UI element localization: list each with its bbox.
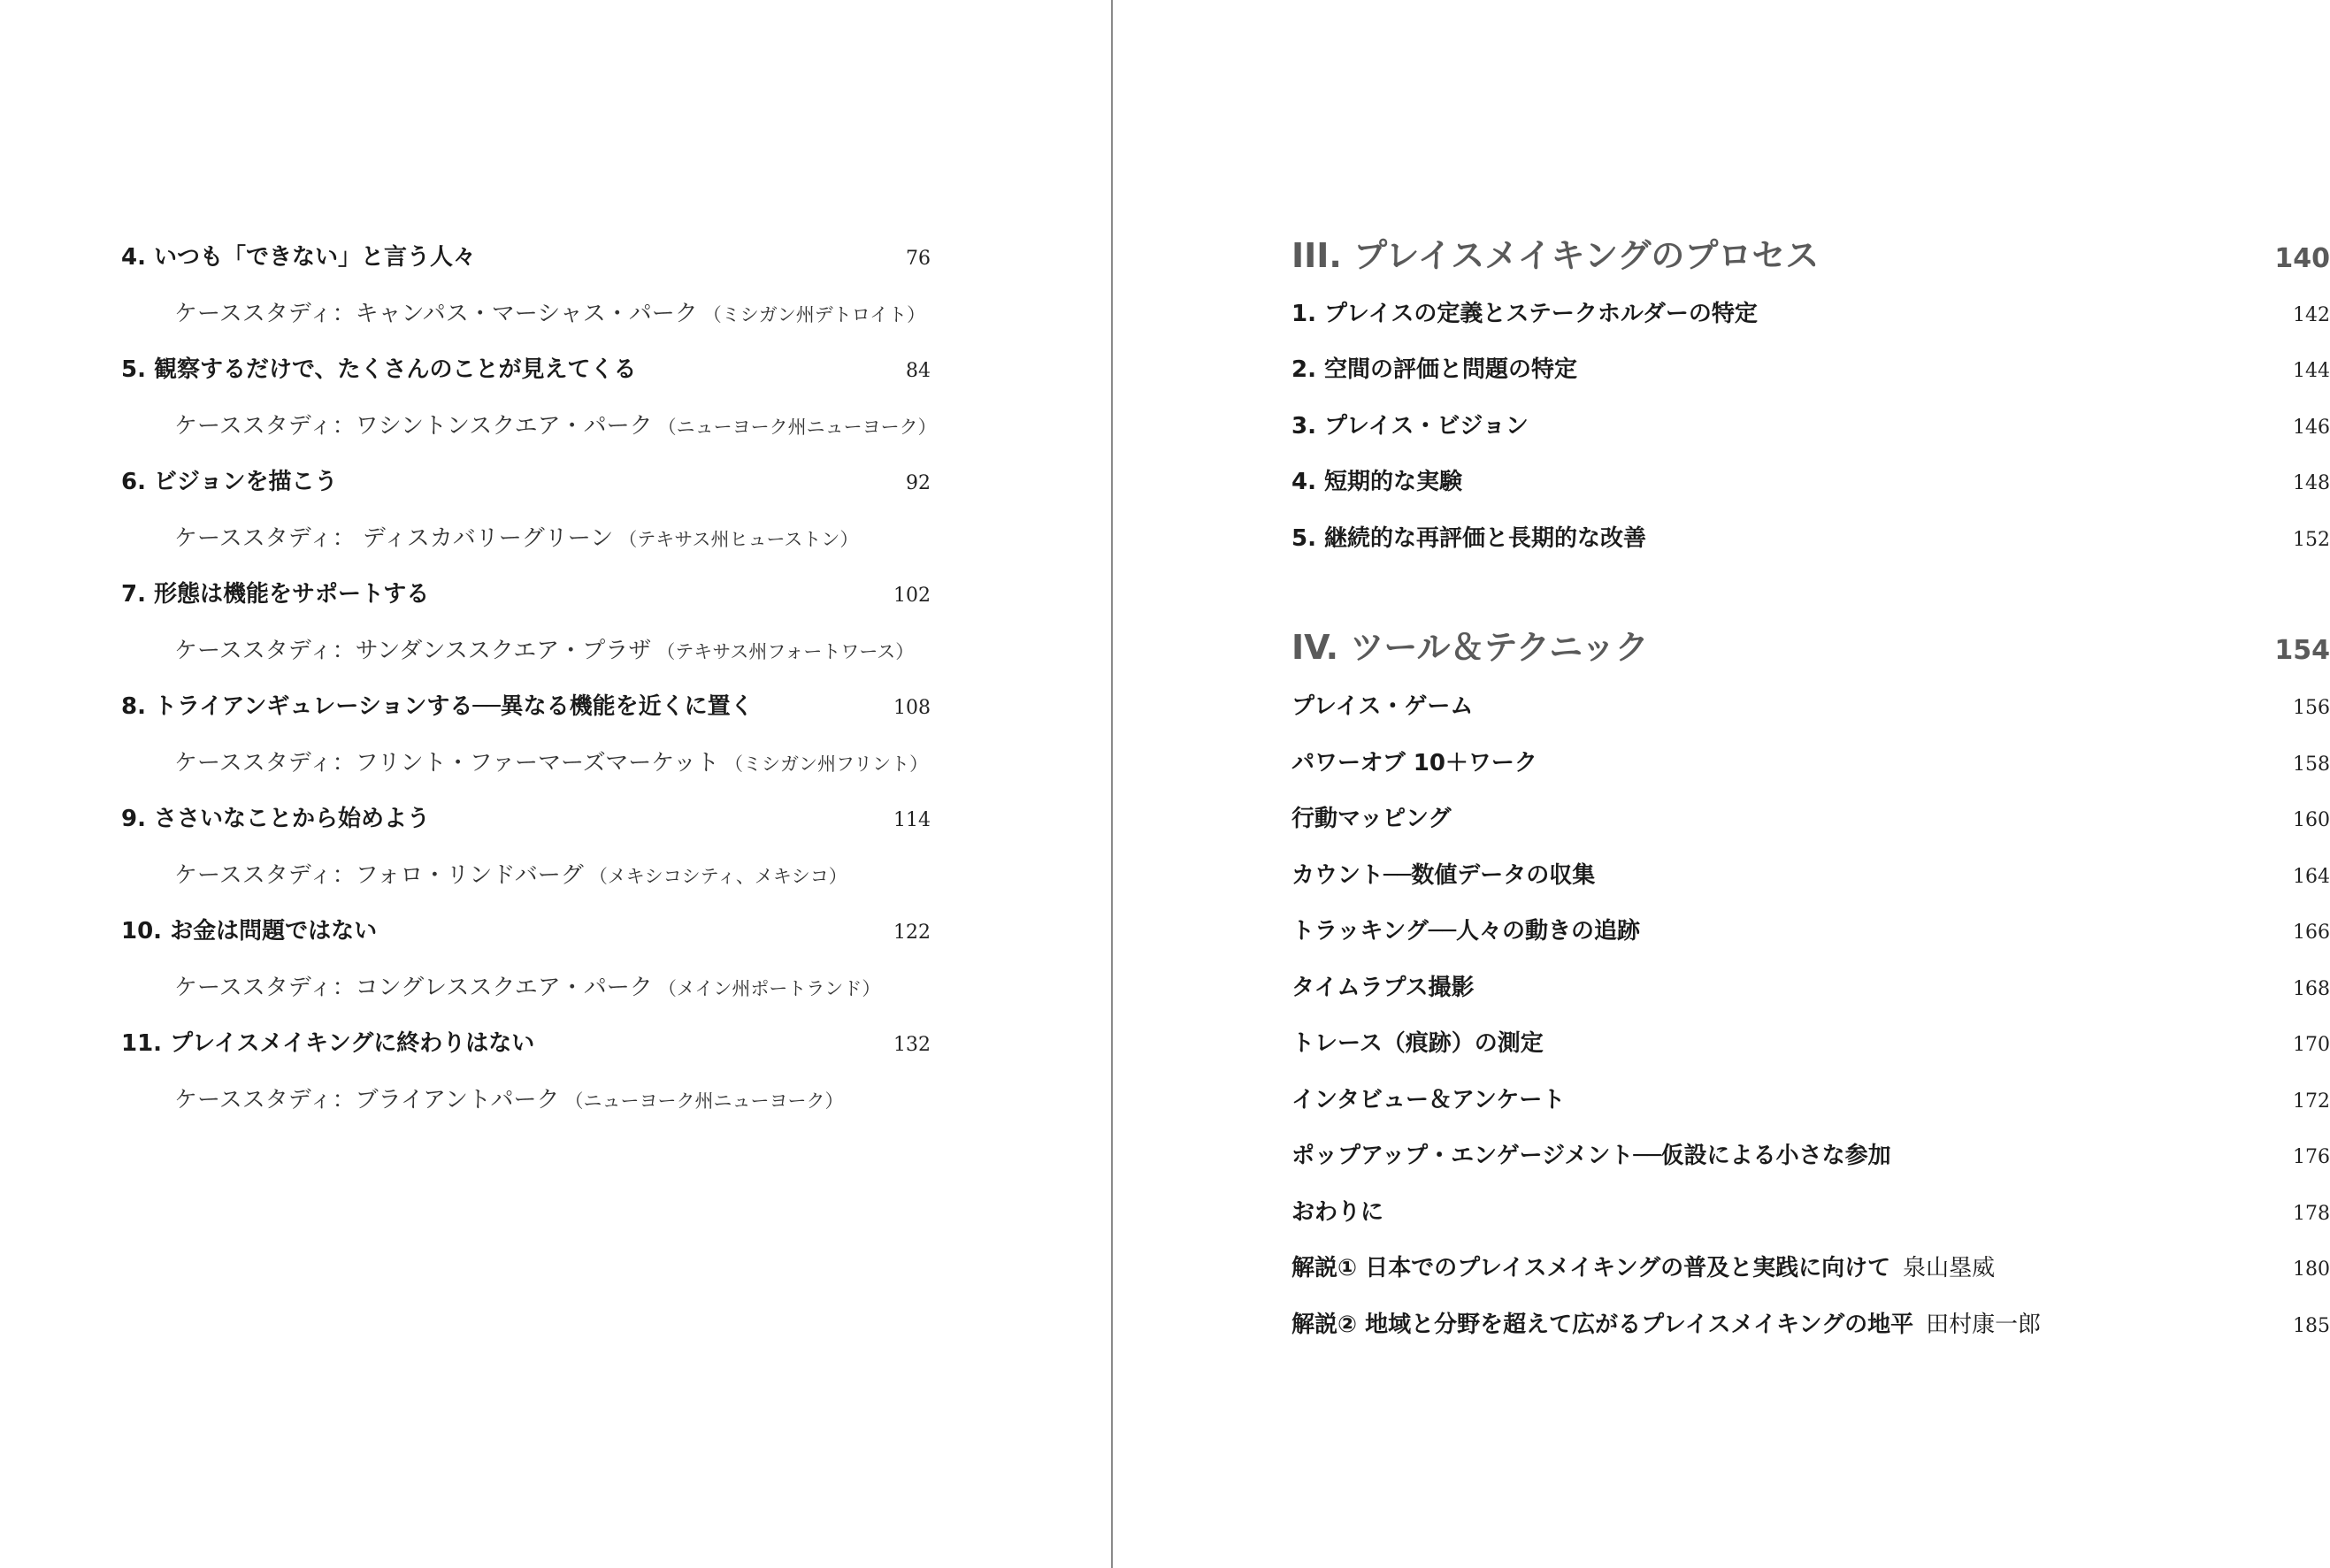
page-number: 144 [2293, 360, 2330, 382]
toc-entry-chapter-10[interactable] [121, 913, 931, 945]
case-study-location: （ミシガン州フリント） [724, 753, 929, 775]
toc-entry-case-study[interactable] [174, 857, 847, 890]
entry-title: ポップアップ・エンゲージメント──仮設による小さな参加 [1291, 1143, 1891, 1169]
toc-entry[interactable] [1291, 800, 2330, 833]
toc-entry[interactable] [1291, 1137, 2330, 1170]
entry-title: 3. プレイス・ビジョン [1291, 413, 1529, 440]
page-number: 148 [2293, 472, 2330, 494]
toc-entry-chapter-8[interactable] [121, 688, 931, 721]
toc-entry-case-study[interactable] [174, 408, 937, 440]
chapter-title: 5. 観察するだけで、たくさんのことが見えてくる [121, 356, 637, 383]
toc-entry-chapter-11[interactable] [121, 1025, 931, 1058]
case-study-location: （メイン州ポートランド） [657, 978, 881, 999]
toc-entry-case-study[interactable] [174, 632, 914, 665]
toc-entry-commentary-1[interactable] [1291, 1250, 2330, 1282]
chapter-title: 11. プレイスメイキングに終わりはない [121, 1030, 535, 1057]
page-number: 132 [893, 1034, 931, 1056]
toc-entry-chapter-7[interactable] [121, 576, 931, 608]
entry-title: おわりに [1291, 1199, 1384, 1226]
author-name: 泉山塁威 [1903, 1255, 1996, 1281]
case-study-location: （ミシガン州デトロイト） [702, 304, 926, 325]
case-study-location: （ニューヨーク州ニューヨーク） [564, 1090, 844, 1112]
section-title: IV. ツール＆テクニック [1291, 628, 1649, 667]
page-number: 92 [906, 472, 931, 494]
toc-entry[interactable] [1291, 745, 2330, 777]
case-study-location: （テキサス州フォートワース） [656, 641, 915, 662]
case-study-label: ケーススタディ： ディスカバリーグリーン [174, 525, 614, 552]
left-page [0, 0, 1111, 1568]
toc-entry[interactable] [1291, 688, 2330, 721]
case-study-label: ケーススタディ：コングレススクエア・パーク [174, 975, 653, 1001]
page-number: 170 [2293, 1034, 2330, 1056]
case-study-location: （テキサス州ヒューストン） [618, 529, 859, 550]
page-number: 140 [2274, 243, 2330, 274]
page-number: 76 [906, 248, 931, 270]
chapter-title: 4. いつも「できない」と言う人々 [121, 244, 477, 271]
author-name: 田村康一郎 [1926, 1312, 2042, 1338]
toc-entry-case-study[interactable] [174, 520, 858, 553]
page-number: 154 [2274, 635, 2330, 666]
toc-entry-commentary-2[interactable] [1291, 1306, 2330, 1339]
page-number: 178 [2293, 1203, 2330, 1225]
case-study-label: ケーススタディ：サンダンススクエア・プラザ [174, 638, 652, 664]
entry-title: 行動マッピング [1291, 806, 1452, 832]
case-study-label: ケーススタディ：ブライアントパーク [174, 1087, 560, 1113]
toc-entry-case-study[interactable] [174, 295, 925, 328]
page-number: 146 [2293, 417, 2330, 439]
entry-title-wrap [1291, 1306, 2293, 1339]
toc-entry-case-study[interactable] [174, 1082, 844, 1114]
right-page [1113, 0, 2330, 1568]
toc-entry[interactable] [1291, 463, 2330, 496]
toc-entry-chapter-5[interactable] [121, 351, 931, 384]
page-number: 176 [2293, 1146, 2330, 1168]
page-number: 158 [2293, 753, 2330, 776]
entry-title: トレース（痕跡）の測定 [1291, 1030, 1544, 1057]
entry-title: トラッキング──人々の動きの追跡 [1291, 918, 1641, 945]
page-number: 172 [2293, 1090, 2330, 1113]
entry-title: パワーオブ 10＋ワーク [1291, 750, 1537, 776]
toc-entry[interactable] [1291, 1025, 2330, 1058]
page-number: 122 [893, 922, 931, 944]
page-number: 156 [2293, 697, 2330, 719]
chapter-title: 10. お金は問題ではない [121, 918, 378, 945]
page-number: 185 [2293, 1315, 2330, 1337]
entry-title: プレイス・ゲーム [1291, 693, 1474, 720]
page-number: 168 [2293, 978, 2330, 1000]
page-number: 160 [2293, 809, 2330, 831]
case-study-location: （メキシコシティ、メキシコ） [588, 866, 847, 887]
toc-entry[interactable] [1291, 1194, 2330, 1227]
entry-title: 5. 継続的な再評価と長期的な改善 [1291, 525, 1647, 552]
page-number: 164 [2293, 866, 2330, 888]
toc-entry[interactable] [1291, 1082, 2330, 1114]
entry-title: 解説② 地域と分野を超えて広がるプレイスメイキングの地平 [1291, 1312, 1914, 1338]
entry-title: タイムラプス撮影 [1291, 975, 1475, 1001]
case-study-label: ケーススタディ：フリント・ファーマーズマーケット [174, 750, 719, 776]
toc-entry-case-study[interactable] [174, 969, 880, 1002]
entry-title: 1. プレイスの定義とステークホルダーの特定 [1291, 301, 1758, 327]
page-number: 166 [2293, 922, 2330, 944]
page-number: 108 [893, 697, 931, 719]
toc-entry[interactable] [1291, 520, 2330, 553]
case-study-label: ケーススタディ：フォロ・リンドバーグ [174, 862, 584, 889]
entry-title-wrap [1291, 1250, 2293, 1282]
chapter-title: 9. ささいなことから始めよう [121, 806, 431, 832]
entry-title: 解説① 日本でのプレイスメイキングの普及と実践に向けて [1291, 1255, 1891, 1281]
toc-entry[interactable] [1291, 351, 2330, 384]
section-heading-4[interactable] [1291, 620, 2330, 669]
toc-entry[interactable] [1291, 295, 2330, 328]
chapter-title: 7. 形態は機能をサポートする [121, 581, 430, 608]
toc-entry-case-study[interactable] [174, 745, 928, 777]
section-title: III. プレイスメイキングのプロセス [1291, 236, 1820, 275]
page-number: 102 [893, 585, 931, 607]
case-study-location: （ニューヨーク州ニューヨーク） [657, 417, 937, 438]
toc-entry[interactable] [1291, 969, 2330, 1002]
toc-entry[interactable] [1291, 857, 2330, 890]
toc-entry-chapter-4[interactable] [121, 239, 931, 272]
case-study-label: ケーススタディ：ワシントンスクエア・パーク [174, 413, 653, 440]
entry-title: 4. 短期的な実験 [1291, 469, 1463, 495]
case-study-label: ケーススタディ：キャンパス・マーシャス・パーク [174, 301, 698, 327]
chapter-title: 6. ビジョンを描こう [121, 469, 338, 495]
page-number: 84 [906, 360, 931, 382]
section-heading-3[interactable] [1291, 228, 2330, 277]
toc-entry[interactable] [1291, 408, 2330, 440]
toc-entry[interactable] [1291, 913, 2330, 945]
page-number: 152 [2293, 529, 2330, 551]
toc-entry-chapter-6[interactable] [121, 463, 931, 496]
entry-title: インタビュー＆アンケート [1291, 1087, 1566, 1113]
chapter-title: 8. トライアンギュレーションする──異なる機能を近くに置く [121, 693, 754, 720]
entry-title: カウント──数値データの収集 [1291, 862, 1596, 889]
page-number: 114 [893, 809, 931, 831]
entry-title: 2. 空間の評価と問題の特定 [1291, 356, 1578, 383]
toc-entry-chapter-9[interactable] [121, 800, 931, 833]
page-number: 142 [2293, 304, 2330, 326]
page-number: 180 [2293, 1258, 2330, 1281]
